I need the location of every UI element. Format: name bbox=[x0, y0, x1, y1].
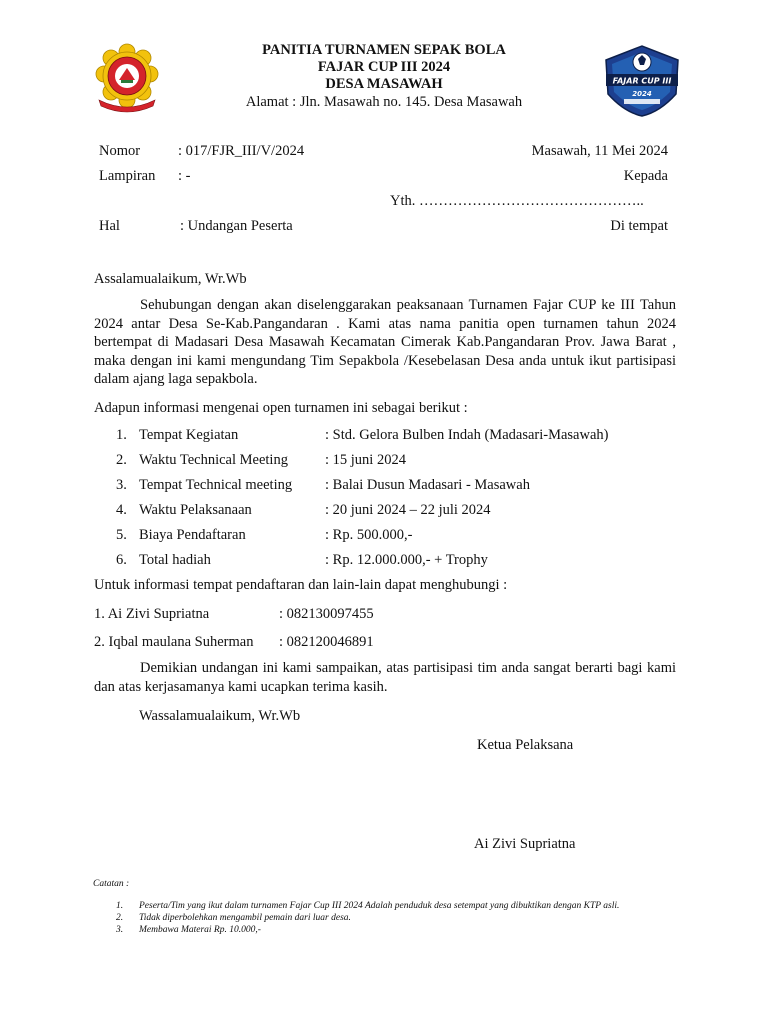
hal-label: Hal bbox=[99, 218, 120, 234]
signature-title: Ketua Pelaksana bbox=[477, 737, 574, 753]
contact-phone: : 082120046891 bbox=[279, 634, 374, 650]
info-value: : 20 juni 2024 – 22 juli 2024 bbox=[325, 502, 491, 518]
lampiran-value: : - bbox=[178, 168, 191, 184]
info-value: : Std. Gelora Bulben Indah (Madasari-Masawah) bbox=[325, 427, 609, 443]
ditempat-label: Di tempat bbox=[610, 218, 668, 234]
note-num: 3. bbox=[116, 925, 124, 935]
badge-title-text: FAJAR CUP III bbox=[612, 76, 672, 86]
contact-intro: Untuk informasi tempat pendaftaran dan lain-lain dapat menghubungi : bbox=[94, 577, 508, 593]
badge-year-text: 2024 bbox=[632, 90, 652, 98]
info-value: : 15 juni 2024 bbox=[325, 452, 406, 468]
note-num: 1. bbox=[116, 901, 124, 911]
nomor-value: : 017/FJR_III/V/2024 bbox=[178, 143, 305, 159]
contact-name: 2. Iqbal maulana Suherman bbox=[94, 634, 254, 650]
fajar-cup-badge-logo bbox=[600, 42, 684, 118]
info-num: 3. bbox=[116, 477, 127, 493]
closing-paragraph: Demikian undangan ini kami sampaikan, atas partisipasi tim anda sangat berarti bagi kami dan atas kerjasamanya kami ucapkan terima kasih. bbox=[94, 660, 676, 695]
info-label: Waktu Pelaksanaan bbox=[139, 502, 252, 518]
info-label: Biaya Pendaftaran bbox=[139, 527, 246, 543]
committee-title: PANITIA TURNAMEN SEPAK BOLA bbox=[262, 42, 506, 58]
note-text: Tidak diperbolehkan mengambil pemain dari luar desa. bbox=[139, 913, 351, 923]
info-value: : Rp. 500.000,- bbox=[325, 527, 413, 543]
notes-label: Catatan : bbox=[93, 879, 130, 889]
regency-emblem-logo bbox=[93, 42, 161, 114]
recipient-line: Yth. ……………………………………….. bbox=[390, 193, 644, 209]
note-text: Membawa Materai Rp. 10.000,- bbox=[139, 925, 261, 935]
info-num: 5. bbox=[116, 527, 127, 543]
info-intro: Adapun informasi mengenai open turnamen ini sebagai berikut : bbox=[94, 400, 468, 416]
info-num: 6. bbox=[116, 552, 127, 568]
info-value: : Rp. 12.000.000,- + Trophy bbox=[325, 552, 488, 568]
closing-salam: Wassalamualaikum, Wr.Wb bbox=[139, 708, 301, 724]
note-num: 2. bbox=[116, 913, 124, 923]
opening-paragraph: Sehubungan dengan akan diselenggarakan peaksanaan Turnamen Fajar CUP ke III Tahun 2024 antar Desa Se-Kab.Pangandaran . Kami atas nama panitia open turnamen tahun 2024 bertempat di Madasari Desa Masawah Kecamatan Cimerak Kab.Pangandaran Prov. Jawa Barat , maka dengan ini kami mengundang Tim Sepakbola /Kesebelasan Desa anda untuk ikut partisipasi dalam ajang laga sepakbola. bbox=[94, 297, 676, 387]
info-num: 1. bbox=[116, 427, 127, 443]
nomor-label: Nomor bbox=[99, 143, 141, 159]
note-text: Peserta/Tim yang ikut dalam turnamen Fajar Cup III 2024 Adalah penduduk desa setempat yang dibuktikan dengan KTP asli. bbox=[139, 901, 620, 911]
signature-name: Ai Zivi Supriatna bbox=[474, 836, 576, 852]
hal-value: : Undangan Peserta bbox=[180, 218, 293, 234]
info-num: 4. bbox=[116, 502, 127, 518]
info-label: Tempat Technical meeting bbox=[139, 477, 293, 493]
village-title: DESA MASAWAH bbox=[325, 76, 443, 92]
contact-name: 1. Ai Zivi Supriatna bbox=[94, 606, 210, 622]
info-label: Tempat Kegiatan bbox=[139, 427, 239, 443]
tournament-title: FAJAR CUP III 2024 bbox=[317, 59, 451, 75]
info-label: Waktu Technical Meeting bbox=[139, 452, 288, 468]
letter-date: Masawah, 11 Mei 2024 bbox=[531, 143, 668, 159]
contact-phone: : 082130097455 bbox=[279, 606, 374, 622]
info-value: : Balai Dusun Madasari - Masawah bbox=[325, 477, 530, 493]
lampiran-label: Lampiran bbox=[99, 168, 156, 184]
address-line: Alamat : Jln. Masawah no. 145. Desa Masawah bbox=[245, 94, 523, 110]
kepada-label: Kepada bbox=[623, 168, 668, 184]
greeting: Assalamualaikum, Wr.Wb bbox=[94, 271, 247, 287]
info-label: Total hadiah bbox=[139, 552, 211, 568]
info-num: 2. bbox=[116, 452, 127, 468]
